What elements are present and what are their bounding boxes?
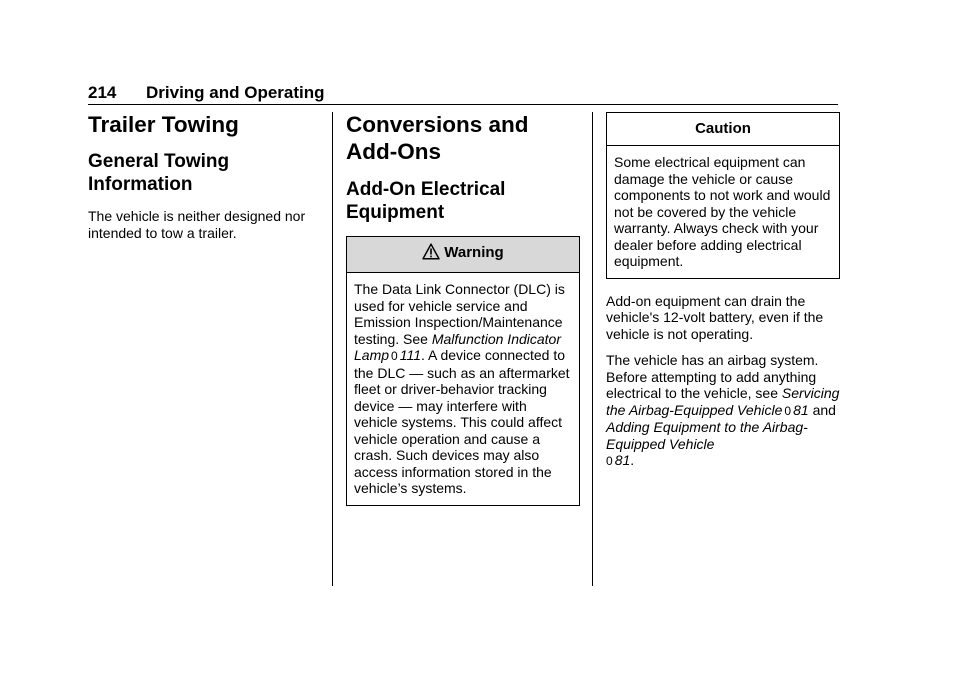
warning-box xyxy=(346,236,580,506)
warning-header xyxy=(347,237,579,273)
warning-triangle-icon xyxy=(422,243,440,266)
caution-body: Some electrical equipment can damage the vehicle or cause components to not work and would not be covered by the vehicle warranty. Always check with your dealer before adding electrical equipment. xyxy=(614,154,831,269)
adding-equipment-link[interactable]: Adding Equipment to the Airbag-Equipped Vehicle xyxy=(606,419,808,452)
header-rule xyxy=(88,104,838,105)
airbag-text-2: and xyxy=(808,401,836,418)
page-ref-icon: 0 xyxy=(784,403,792,418)
malfunction-indicator-link[interactable]: Malfunction Indicator Lamp xyxy=(354,330,562,363)
add-on-electrical-heading: Add-On Electrical Equipment xyxy=(346,179,506,223)
caution-header: Caution xyxy=(607,113,839,146)
page-number: 214 xyxy=(88,83,117,102)
airbag-text-3: . xyxy=(630,452,635,468)
warning-text-1: The Data Link Connector (DLC) is used for vehicle service and Emission Inspection/Maintenance testing. See xyxy=(354,281,565,347)
column-divider-1 xyxy=(332,112,333,586)
conversions-heading: Conversions and Add-Ons xyxy=(346,112,529,164)
battery-paragraph: Add-on equipment can drain the vehicle's 12-volt battery, even if the vehicle is not operating. xyxy=(606,292,824,342)
page-ref-81-a[interactable]: 81 xyxy=(793,401,809,418)
column-3 xyxy=(606,112,840,480)
general-towing-heading: General Towing Information xyxy=(88,151,230,195)
warning-text-2: . A device connected to the DLC — such as an aftermarket fleet or driver-behavior tracking device — may interfere with vehicle systems. This could affect vehicle operation and cause a crash. Such devices may also access information stored in the vehicle’s systems. xyxy=(354,347,570,496)
column-1 xyxy=(88,108,324,251)
trailer-towing-heading: Trailer Towing xyxy=(88,112,239,137)
column-divider-2 xyxy=(592,112,593,586)
towing-paragraph: The vehicle is neither designed nor intended to tow a trailer. xyxy=(88,208,306,241)
warning-body xyxy=(347,273,579,505)
section-title: Driving and Operating xyxy=(146,83,325,102)
warning-label: Warning xyxy=(444,244,504,261)
airbag-paragraph xyxy=(606,352,840,470)
page-ref-icon: 0 xyxy=(606,454,613,468)
servicing-airbag-link[interactable]: Servicing the Airbag-Equipped Vehicle xyxy=(606,385,840,418)
airbag-text-1: The vehicle has an airbag system. Before attempting to add anything electrical to the vehicle, see xyxy=(606,352,819,401)
column-2 xyxy=(346,108,580,506)
caution-box xyxy=(606,112,840,279)
page-header xyxy=(88,82,838,104)
page-ref-81-b[interactable]: 81 xyxy=(614,452,631,468)
page-ref-111[interactable]: 111 xyxy=(399,347,421,363)
page-ref-icon: 0 xyxy=(391,349,398,363)
